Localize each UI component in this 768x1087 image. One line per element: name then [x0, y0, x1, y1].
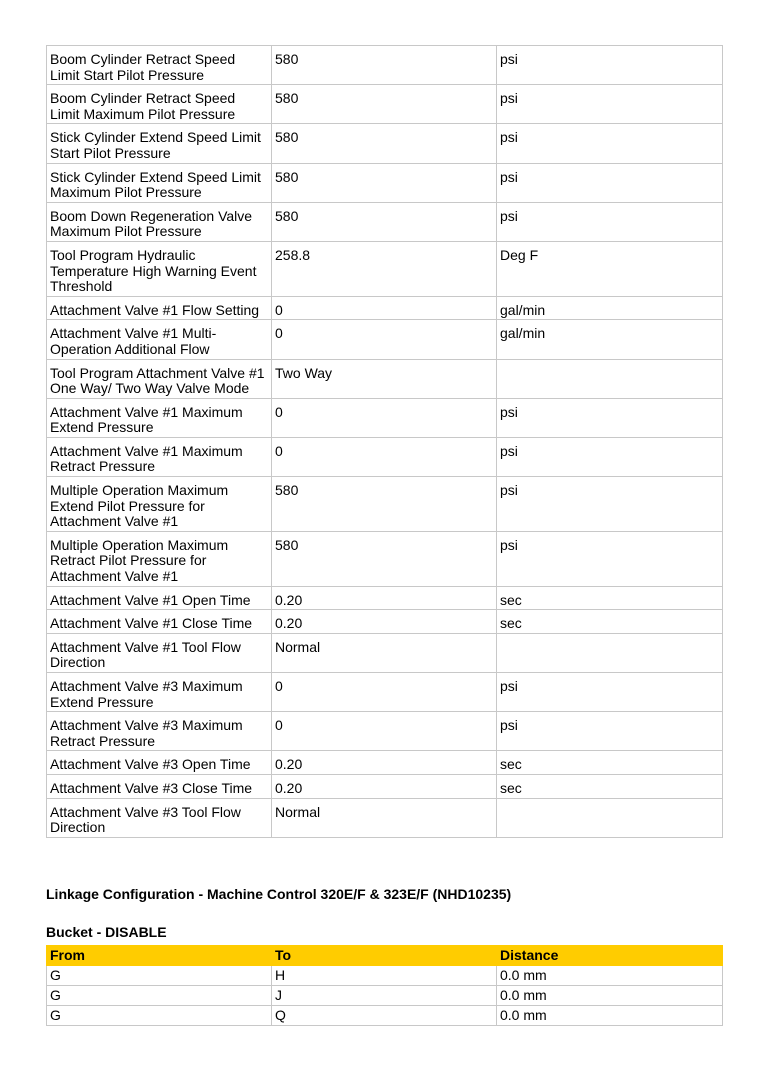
param-value: 0.20 — [272, 610, 497, 634]
table-row — [47, 163, 723, 202]
param-value: Two Way — [272, 359, 497, 398]
param-value: 580 — [272, 124, 497, 163]
link-to: Q — [272, 1006, 497, 1026]
param-name: Tool Program Attachment Valve #1 One Way/ Two Way Valve Mode — [47, 359, 272, 398]
param-name: Stick Cylinder Extend Speed Limit Maximum Pilot Pressure — [47, 163, 272, 202]
param-name: Boom Cylinder Retract Speed Limit Maximum Pilot Pressure — [47, 85, 272, 124]
table-row — [47, 531, 723, 586]
param-name: Boom Down Regeneration Valve Maximum Pilot Pressure — [47, 202, 272, 241]
param-unit: psi — [497, 85, 723, 124]
linkage-table-header — [47, 946, 723, 966]
param-unit: sec — [497, 610, 723, 634]
param-value: 0 — [272, 296, 497, 320]
table-row — [47, 633, 723, 672]
param-value: 0.20 — [272, 751, 497, 775]
bucket-heading: Bucket - DISABLE — [46, 924, 167, 940]
param-unit: psi — [497, 437, 723, 476]
link-from: G — [47, 1006, 272, 1026]
header-distance: Distance — [497, 946, 723, 966]
param-name: Attachment Valve #1 Maximum Extend Pressure — [47, 398, 272, 437]
param-value: 0 — [272, 673, 497, 712]
param-value: 258.8 — [272, 241, 497, 296]
param-name: Boom Cylinder Retract Speed Limit Start Pilot Pressure — [47, 46, 272, 85]
param-unit: psi — [497, 124, 723, 163]
param-value: 0 — [272, 712, 497, 751]
param-unit: psi — [497, 673, 723, 712]
link-from: G — [47, 986, 272, 1006]
param-unit: gal/min — [497, 296, 723, 320]
table-row — [47, 477, 723, 532]
link-to: J — [272, 986, 497, 1006]
param-name: Attachment Valve #3 Close Time — [47, 774, 272, 798]
table-row — [47, 124, 723, 163]
linkage-table — [46, 945, 723, 1026]
param-name: Attachment Valve #3 Open Time — [47, 751, 272, 775]
param-unit: gal/min — [497, 320, 723, 359]
param-unit — [497, 798, 723, 837]
table-row — [47, 398, 723, 437]
param-name: Multiple Operation Maximum Extend Pilot Pressure for Attachment Valve #1 — [47, 477, 272, 532]
param-unit: psi — [497, 531, 723, 586]
link-from: G — [47, 966, 272, 986]
link-distance: 0.0 mm — [497, 986, 723, 1006]
param-value: 580 — [272, 85, 497, 124]
table-row — [47, 712, 723, 751]
table-row — [47, 241, 723, 296]
param-name: Attachment Valve #1 Flow Setting — [47, 296, 272, 320]
param-unit: sec — [497, 586, 723, 610]
table-row — [47, 798, 723, 837]
param-name: Attachment Valve #3 Maximum Retract Pressure — [47, 712, 272, 751]
document-page — [46, 45, 722, 1023]
param-name: Attachment Valve #1 Maximum Retract Pressure — [47, 437, 272, 476]
param-name: Attachment Valve #1 Close Time — [47, 610, 272, 634]
linkage-configuration-heading: Linkage Configuration - Machine Control 320E/F & 323E/F (NHD10235) — [46, 886, 512, 902]
param-unit: psi — [497, 712, 723, 751]
param-value: Normal — [272, 798, 497, 837]
param-value: 580 — [272, 46, 497, 85]
link-to: H — [272, 966, 497, 986]
header-from: From — [47, 946, 272, 966]
param-unit: psi — [497, 398, 723, 437]
table-row — [47, 320, 723, 359]
parameter-table — [46, 45, 723, 838]
param-name: Stick Cylinder Extend Speed Limit Start Pilot Pressure — [47, 124, 272, 163]
table-row — [47, 610, 723, 634]
param-value: 0 — [272, 437, 497, 476]
param-unit: psi — [497, 477, 723, 532]
table-row — [47, 46, 723, 85]
link-distance: 0.0 mm — [497, 966, 723, 986]
param-name: Attachment Valve #1 Multi-Operation Additional Flow — [47, 320, 272, 359]
param-unit: psi — [497, 202, 723, 241]
param-unit — [497, 359, 723, 398]
link-distance: 0.0 mm — [497, 1006, 723, 1026]
param-name: Attachment Valve #1 Open Time — [47, 586, 272, 610]
param-name: Attachment Valve #3 Maximum Extend Pressure — [47, 673, 272, 712]
table-row — [47, 296, 723, 320]
param-name: Attachment Valve #1 Tool Flow Direction — [47, 633, 272, 672]
table-row — [47, 85, 723, 124]
param-value: 0 — [272, 398, 497, 437]
table-row — [47, 202, 723, 241]
param-unit: psi — [497, 46, 723, 85]
param-value: 580 — [272, 477, 497, 532]
header-to: To — [272, 946, 497, 966]
param-unit: sec — [497, 774, 723, 798]
param-unit: sec — [497, 751, 723, 775]
param-name: Attachment Valve #3 Tool Flow Direction — [47, 798, 272, 837]
table-row — [47, 437, 723, 476]
param-name: Multiple Operation Maximum Retract Pilot Pressure for Attachment Valve #1 — [47, 531, 272, 586]
param-value: 0.20 — [272, 774, 497, 798]
param-unit: Deg F — [497, 241, 723, 296]
table-row — [47, 586, 723, 610]
table-row — [47, 986, 723, 1006]
param-unit: psi — [497, 163, 723, 202]
param-value: 0.20 — [272, 586, 497, 610]
linkage-table-body — [47, 966, 723, 1026]
param-unit — [497, 633, 723, 672]
table-row — [47, 1006, 723, 1026]
parameter-table-body — [47, 46, 723, 838]
table-row — [47, 966, 723, 986]
table-row — [47, 774, 723, 798]
table-row — [47, 359, 723, 398]
param-value: 580 — [272, 163, 497, 202]
table-row — [47, 673, 723, 712]
table-row — [47, 751, 723, 775]
param-value: 0 — [272, 320, 497, 359]
param-name: Tool Program Hydraulic Temperature High Warning Event Threshold — [47, 241, 272, 296]
param-value: 580 — [272, 531, 497, 586]
param-value: 580 — [272, 202, 497, 241]
param-value: Normal — [272, 633, 497, 672]
